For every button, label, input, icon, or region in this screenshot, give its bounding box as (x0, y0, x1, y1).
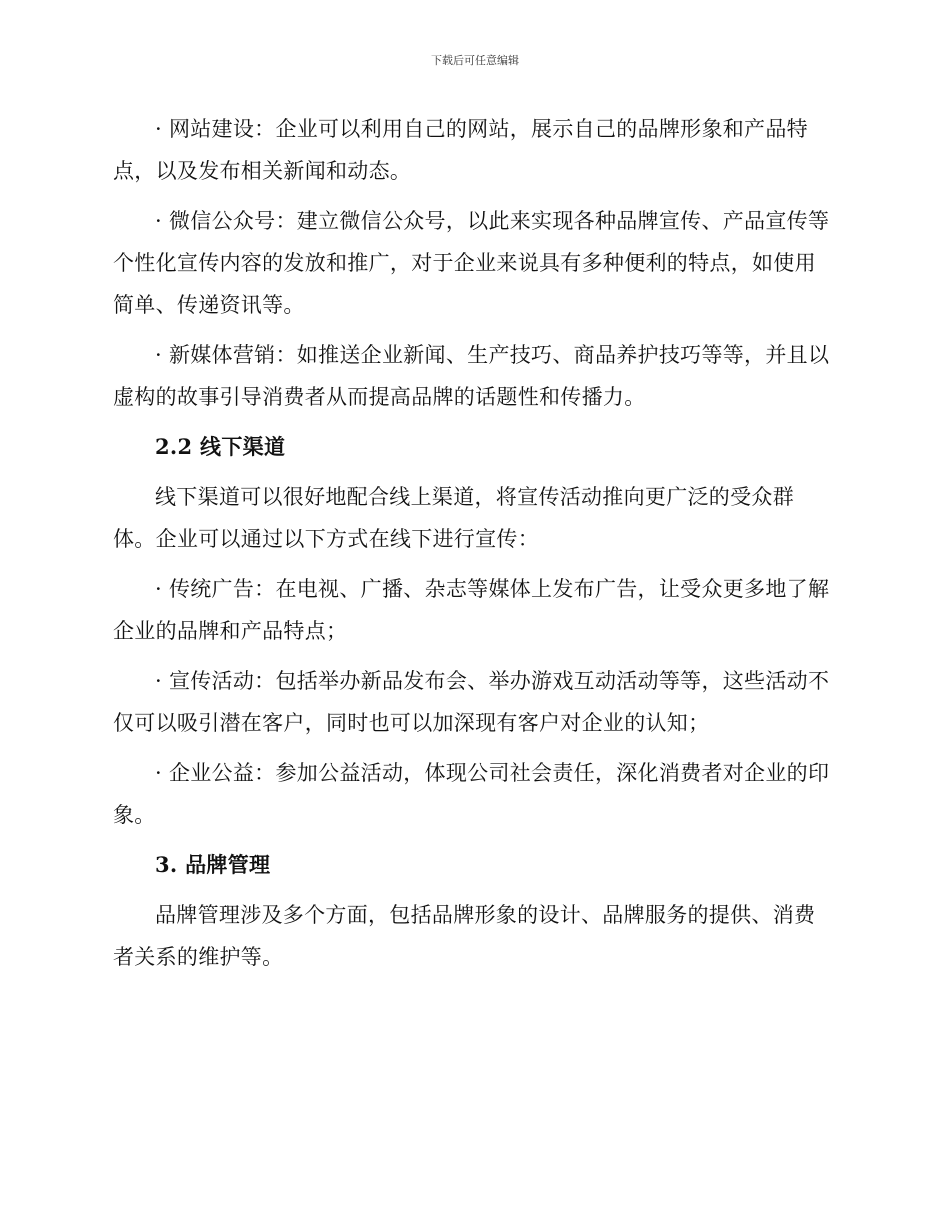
section-heading-brand-management: 3. 品牌管理 (155, 852, 271, 877)
section-heading-offline-channels: 2.2 线下渠道 (155, 434, 286, 459)
document-body (113, 108, 833, 986)
paragraph-website-building: · 网站建设：企业可以利用自己的网站，展示自己的品牌形象和产品特点，以及发布相关新闻和动态。 (113, 117, 808, 183)
header-note: 下载后可任意编辑 (431, 54, 519, 67)
paragraph-new-media-marketing: · 新媒体营销：如推送企业新闻、生产技巧、商品养护技巧等等，并且以虚构的故事引导消费者从而提高品牌的话题性和传播力。 (113, 343, 830, 409)
paragraph-traditional-ads: · 传统广告：在电视、广播、杂志等媒体上发布广告，让受众更多地了解企业的品牌和产品特点； (113, 577, 830, 643)
paragraph-offline-intro: 线下渠道可以很好地配合线上渠道，将宣传活动推向更广泛的受众群体。企业可以通过以下方式在线下进行宣传： (113, 485, 794, 551)
paragraph-wechat-official-account: · 微信公众号：建立微信公众号，以此来实现各种品牌宣传、产品宣传等个性化宣传内容的发放和推广，对于企业来说具有多种便利的特点，如使用简单、传递资讯等。 (113, 209, 830, 317)
paragraph-promotional-events: · 宣传活动：包括举办新品发布会、举办游戏互动活动等等，这些活动不仅可以吸引潜在客户，同时也可以加深现有客户对企业的认知； (113, 669, 830, 735)
paragraph-corporate-charity: · 企业公益：参加公益活动，体现公司社会责任，深化消费者对企业的印象。 (113, 761, 830, 827)
paragraph-brand-management-intro: 品牌管理涉及多个方面，包括品牌形象的设计、品牌服务的提供、消费者关系的维护等。 (113, 903, 816, 969)
